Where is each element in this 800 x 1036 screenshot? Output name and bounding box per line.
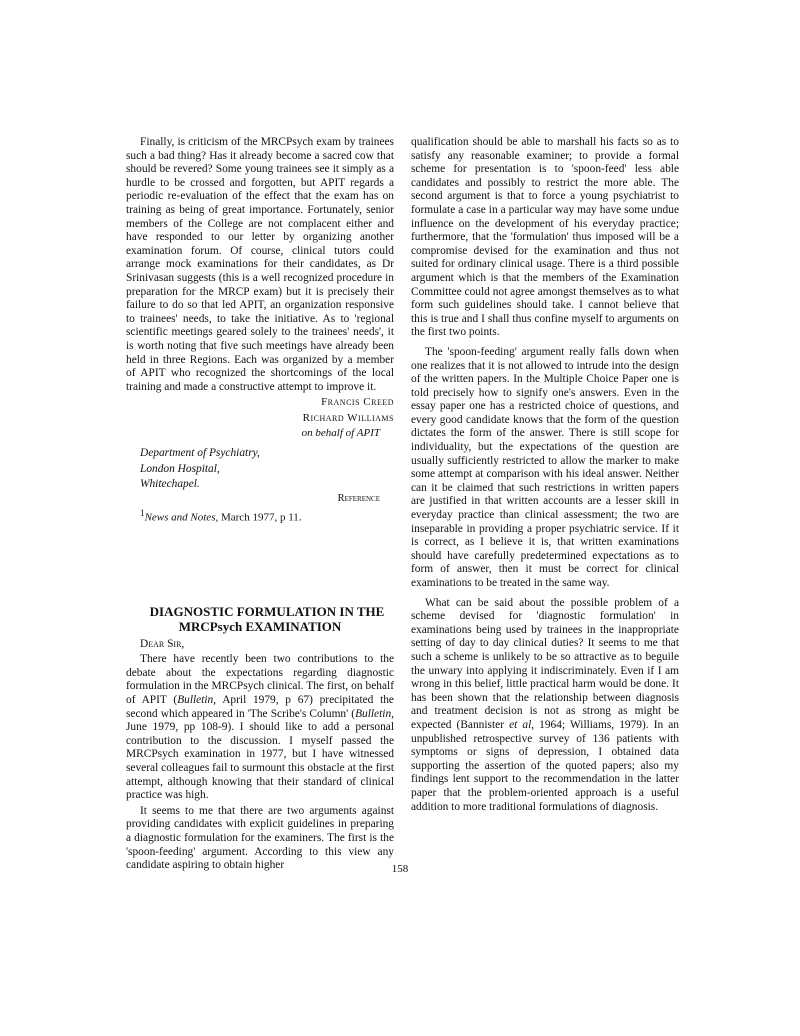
text-run: 1964; Williams, 1979). In an unpublished retrospective survey of 136 patients with symptoms or signs of depression, I obtained data supporting the assertion of the quoted papers; also my findings lent support to the recommendation in the latter paper that the problem-oriented approach is a useful addition to more traditional formulations of diagnosis. [411,718,680,813]
address-line: Department of Psychiatry, [140,447,260,460]
signature-name: Richard Williams [302,411,394,424]
reference-entry [126,507,394,525]
paragraph: Finally, is criticism of the MRCPsych exam by trainees such a bad thing? Has it already become a sacred cow that should be revered? Some young trainees see it simply as a hurdle to be crossed and forgotten, but APIT regards a periodic re-evaluation of the effect that the exam has on training as being of great importance. Fortunately, senior members of the College are not complacent either and have responded to our letter by organizing another examination forum. Of course, clinical tutors could arrange mock examinations for their candidates, as Dr Srinivasan suggests (this is a well recognized procedure in preparation for the MRCP exam) but it is precisely their failure to do so that led APIT, an organization responsive to trainees' needs, to take the initiative. As to 'regional scientific meetings geared solely to the trainees' needs', it is worth noting that five such meetings have already been held in three Regions. Each was organized by a member of APIT who recognized the shortcomings of the local training and made a constructive attempt to improve it. [126,136,394,393]
address-line: London Hospital, [140,462,220,475]
paragraph: It seems to me that there are two arguments against providing candidates with explicit guidelines in preparing a diagnostic formulation for the examiners. The first is the 'spoon-feeding' argument. According to this view any candidate aspiring to obtain higher [126,804,394,872]
text-run: There have recently been two contributions to the debate about the expectations regarding diagnostic formulation in the MRCPsych clinical. The first, on behalf of APIT ( [126,653,394,707]
paragraph: The 'spoon-feeding' argument really falls down when one realizes that it is not allowed to intrude into the design of the written papers. In the Multiple Choice Paper one is told precisely how to signify one's answers. Even in the essay paper one has a restricted choice of questions, and every good candidate knows that the form of the question dictates the form of the answer. There is still scope for individuality, but the expectations of the question are usually sufficiently restricted to allow the marker to make some attempt at comparison with his ideal answer. Neither can it be claimed that such restrictions in written papers are justified in that written accounts are a lesser skill in everyday practice than clinical assessment; the two are inseparable in providing a proper psychiatric service. If it is correct, as I believe it is, that written examinations should have carefully predetermined expectations as to form of answer, then it must be correct for clinical examinations to be treated in the same way. [411,345,679,589]
page-number: 158 [391,863,409,875]
reference-heading: Reference [337,492,380,504]
reference-number: 1 [140,508,145,519]
address-block [126,447,394,492]
reference-source: News and Notes, [144,512,219,525]
right-column [411,136,679,814]
text-run: What can be said about the possible problem of a scheme devised for 'diagnostic formulation' in examinations being used by trainees in the inappropriate setting of day to day clinical duties? It seems to me that such a scheme is unlikely to be so attractive as to beguile the unwary into applying it indiscriminately. Even if I am wrong in this belief, little practical harm would be done. It has been shown that the relationship between diagnosis and treatment decision is not as strong as might be expected (Bannister [411,596,679,731]
paragraph [411,597,679,815]
text-run-italic: et al, [509,718,535,731]
salutation: Dear Sir, [140,637,185,650]
signature-name: Francis Creed [321,396,394,409]
address-line: Whitechapel. [140,478,200,491]
reference-detail: March 1977, p 11. [218,512,302,525]
paragraph: qualification should be able to marshall his facts so as to satisfy any reasonable examiner; to provide a formal scheme for presentation is to 'spoon-feed' less able candidates and possibly to restrict the more able. The second argument is that to force a young psychiatrist to formulate a case in a particular way may have some undue influence on the development of his everyday practice; furthermore, that the 'formulation' thus imposed will be a compromise devised for the examination and thus not suited for ordinary clinical usage. There is a third possible argument which is that the members of the Examination Committee could not agree amongst themselves as to what form such guidelines should take. I cannot believe that this is true and I shall thus confine myself to arguments on the first two points. [411,136,679,339]
signature-affiliation: on behalf of APIT [301,427,380,440]
left-column [126,136,394,873]
text-run-italic: Bulletin, [355,707,394,720]
text-run: April 1979, p 67) precipitated the second which appeared in 'The Scribe's Column' ( [126,694,394,720]
text-run-italic: Bulletin, [177,694,217,707]
paragraph [126,653,394,803]
text-run: June 1979, pp 108-9). I should like to add a personal contribution to the discussion. I myself passed the MRCPsych examination in 1977, but I have witnessed several colleagues fail to surmount this obstacle at the first attempt, although knowing that their standard of clinical practice was high. [126,721,394,802]
article-title: DIAGNOSTIC FORMULATION IN THE MRCPsych EXAMINATION [149,603,385,634]
